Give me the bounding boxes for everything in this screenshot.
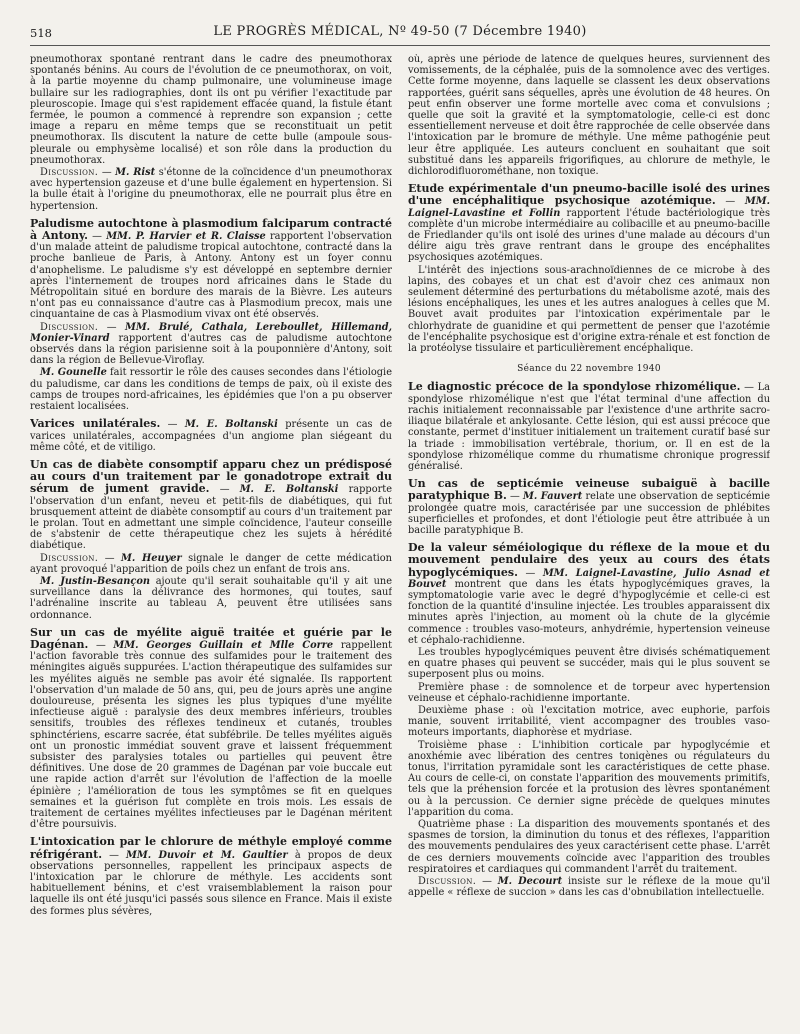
article-lead: Etude expérimentale d'un pneumo-bacille isolé des urines d'une encéphalitique psychosique azotémique. — MM. Laignel-Lavastine et Follin rapportent l'étude bactériologique très complète d'un microbe intermédiaire au colibacille et au pneumo-bacille de Friedlander qu'ils ont isolé des urines d'une malade au décours d'un délire aigu très grave rentrant dans le groupe des encéphalites psychosiques azotémiques. bbox=[408, 182, 770, 264]
author: M. Rist bbox=[115, 167, 156, 179]
author: M. E. Boltanski bbox=[239, 484, 339, 496]
article-varices bbox=[30, 418, 392, 453]
article-lead: Un cas de septicémie veineuse subaiguë à bacille paratyphique B. — M. Fauvert relate une observation de septicémie prolongée quatre mois, caractérisée par une succession de phlébites superficielles et profondes, et dont l'étiologie peut être attribuée à un bacille paratyphique B. bbox=[408, 477, 770, 536]
discussion-label: Discussion. bbox=[418, 876, 477, 888]
article-text: montrent que dans les états hypoglycémiques graves, la symptomatologie varie avec le degré d'hypoglycémie et celle-ci est fonction de la quantité d'insuline injectée. Les troubles apparaissent dix minutes après l'injection, au moment où la chute de la glycémie commence : troubles vaso-moteurs, anhydrémie, hypertension veineuse et céphalo-rachidienne. bbox=[408, 578, 770, 646]
paragraph: Première phase : de somnolence et de torpeur avec hypertension veineuse et céphalo-rachidienne importante. bbox=[408, 681, 770, 704]
article-text: rapportent l'observation d'un malade atteint de paludisme tropical autochtone, contracté dans la proche banlieue de Paris, à Antony. Antony est un foyer connu d'anophelisme. Le paludisme s'y est développé en septembre dernier après l'internement de troupes nord africaines dans le Stade du Métropolitain situé en bordure des marais de la Bièvre. Les auteurs n'ont pas eu connaissance d'autre cas à Plasmodium precox, mais une cinquantaine de cas à Plasmodium vivax ont été observés. bbox=[30, 231, 392, 321]
session-heading: Séance du 22 novembre 1940 bbox=[517, 364, 661, 375]
right-column bbox=[408, 54, 770, 1032]
discussion-label: Discussion. bbox=[40, 321, 99, 333]
article-reflexe-moue bbox=[408, 542, 770, 898]
article-diabete bbox=[30, 459, 392, 621]
article-title: Un cas de septicémie veineuse subaiguë à bacille paratyphique B. bbox=[408, 477, 770, 503]
article-text: rapporte l'observation d'un enfant, neveu et petit-fils de diabétiques, qui fut brusquement atteint de diabète consomptif au cours d'un traitement par le prolan. Tout en admettant une simple coïncidence, l'auteur conseille de s'abstenir de cette thérapeutique chez les sujets à hérédité diabétique. bbox=[30, 484, 392, 552]
article-myelite bbox=[30, 627, 392, 831]
article-spondylose bbox=[408, 381, 770, 472]
article-title: Paludisme autochtone à plasmodium falciparum contracté à Antony. bbox=[30, 216, 392, 243]
discussion-text: signale le danger de cette médication ayant provoqué l'apparition de poils chez un enfant de trois ans. bbox=[30, 552, 392, 575]
running-header bbox=[30, 20, 770, 46]
article-text: rappellent l'action favorable très connue des sulfamides pour le traitement des méningites aiguës suppurées. L'action thérapeutique des sulfamides sur les myélites aiguës ne semble pas avoir été signalée. Ils rapportent l'observation d'un malade de 50 ans, qui, peu de jours après une angine douloureuse, présenta les signes les plus typiques d'une myélite infectieuse aiguë : paralysie des deux membres inférieurs, troubles sensitifs, troubles des réflexes tendineux et cutanés, troubles sphinctériens, escarre sacrée, état subfébrile. De telles myélites aiguës ont un pronostic immédiat souvent grave et laissent fréquemment subsister des paralysies totales ou partielles qui peuvent être définitives. Une dose de 20 grammes de Dagénan par voie buccale eut une rapide action d'arrêt sur l'évolution de l'affection de la moelle épinière ; l'amélioration de tous les symptômes se fit en quelques semaines et la guérison fut complète en trois mois. Les essais de traitement de certaines myélites infectieuses par le Dagénan méritent d'être poursuivis. bbox=[30, 639, 392, 831]
discussion-paragraph: Discussion. — M. Heuyer signale le danger de cette médication ayant provoqué l'apparition de poils chez un enfant de trois ans. bbox=[30, 552, 392, 575]
discussion-label: Discussion. bbox=[40, 552, 99, 564]
journal-title: LE PROGRÈS MÉDICAL, Nº 49-50 (7 Décembre 1940) bbox=[213, 24, 587, 39]
discussion-text: s'étonne de la coïncidence d'un pneumothorax avec hypertension gazeuse et d'une bulle également en hypertension. Si la bulle était à l'origine du pneumothorax, elle ne pourrait plus être en hypertension. bbox=[30, 167, 392, 212]
paragraph-text: ajoute qu'il serait souhaitable qu'il y ait une surveillance dans la délivrance des hormones, qui toutes, sauf l'adrénaline inscrite au tableau A, peuvent être utilisées sans ordonnance. bbox=[30, 575, 392, 621]
article-title: Etude expérimentale d'un pneumo-bacille isolé des urines d'une encéphalitique psychosique azotémique. bbox=[408, 182, 770, 208]
discussion-paragraph: Discussion. — M. Rist s'étonne de la coïncidence d'un pneumothorax avec hypertension gazeuse et d'une bulle également en hypertension. Si la bulle était à l'origine du pneumothorax, elle ne pourrait plus être en hypertension. bbox=[30, 167, 392, 212]
article-lead: Varices unilatérales. — M. E. Boltanski présente un cas de varices unilatérales, accompagnées d'un angiome plan siégeant du même côté, et de vitiligo. bbox=[30, 417, 392, 453]
author: M. Decourt bbox=[497, 876, 563, 888]
article-title: Un cas de diabète consomptif apparu chez un prédisposé au cours d'un traitement par le gonadotrope extrait du sérum de jument gravide. bbox=[30, 457, 392, 496]
article-lead: Un cas de diabète consomptif apparu chez un prédisposé au cours d'un traitement par le gonadotrope extrait du sérum de jument gravide. — M. E. Boltanski rapporte l'observation d'un enfant, neveu et petit-fils de diabétiques, qui fut brusquement atteint de diabète consomptif au cours d'un traitement par le prolan. Tout en admettant une simple coïncidence, l'auteur conseille de s'abstenir de cette thérapeutique chez les sujets à hérédité diabétique. bbox=[30, 457, 392, 552]
authors: MM. Brulé, Cathala, Lereboullet, Hillemand, Monier-Vinard bbox=[30, 321, 392, 344]
article-text: rapportent l'étude bactériologique très complète d'un microbe intermédiaire au colibacille et au pneumo-bacille de Friedlander qu'ils ont isolé des urines d'une malade au décours d'un délire aigu très grave rentrant dans le groupe des encéphalites psychosiques azotémiques. bbox=[408, 207, 770, 264]
article-pneumothorax-continued bbox=[30, 54, 392, 212]
authors: MM. P. Harvier et R. Claisse bbox=[106, 231, 266, 243]
discussion-paragraph: Discussion. — M. Decourt insiste sur le réflexe de la moue qu'il appelle « réflexe de succion » dans les cas d'obnubilation intellectuelle. bbox=[408, 876, 770, 899]
article-septicemie bbox=[408, 478, 770, 536]
paragraph: Troisième phase : L'inhibition corticale par hypoglycémie et anoxhémie avec libération des centres toniqènes ou régulateurs du tonus, l'irritation pyramidale sont les caractéristiques de cette phase. Au cours de celle-ci, on constate l'apparition des mouvements primitifs, tels que la préhension forcée et la protusion des lèvres spontanément ou à la percussion. Ce dernier signe précède de quelques minutes l'apparition du coma. bbox=[408, 739, 770, 818]
article-lead: L'intoxication par le chlorure de méthyle employé comme réfrigérant. — MM. Duvoir et M. Gaultier à propos de deux observations personnelles, rappellent les principaux aspects de l'intoxication par le chlorure de méthyle. Les accidents sont habituellement bénins, et c'est vraisemblablement la raison pour laquelle ils ont été jusqu'ici passés sous silence en France. Mais il existe des formes plus sévères, bbox=[30, 835, 392, 917]
paragraph: pneumothorax spontané rentrant dans le cadre des pneumothorax spontanés bénins. Au cours de l'évolution de ce pneumothorax, on voit, à la partie moyenne du champ pulmonaire, une volumineuse image bullaire sur les radiographies, dont ils ont pu vérifier l'exactitude par pleuroscopie. Image qui s'est rapidement effacée quand, la fistule étant fermée, le poumon a commencé à reprendre son expansion ; cette image a reparu en même temps que se reconstituait un petit pneumothorax. Ils discutent la nature de cette bulle (ampoule sous-pleurale ou emphysème localisé) et son rôle dans la production du pneumothorax. bbox=[30, 54, 392, 166]
authors: MM. Georges Guillain et Mlle Corre bbox=[113, 639, 334, 651]
authors: MM. Duvoir et M. Gaultier bbox=[126, 849, 288, 861]
article-intoxication-continued bbox=[408, 54, 770, 177]
discussion-label: Discussion. bbox=[40, 167, 99, 179]
article-lead: Le diagnostic précoce de la spondylose rhizomélique. — La spondylose rhizomélique n'est que l'état terminal d'une affection du rachis initialement reconnaissable par l'existence d'une arthrite sacro-iliaque bilatérale et ankylosante. Cette lésion, qui est aussi précoce que constante, permet d'instituer initialement un traitement curatif basé sur la triade : immobilisation vertébrale, thorium, or. Il en est de la spondylose rhizomélique comme du rhumatisme chronique progressif généralisé. bbox=[408, 380, 770, 472]
author: M. Gounelle bbox=[40, 367, 107, 379]
discussion-text: insiste sur le réflexe de la moue qu'il appelle « réflexe de succion » dans les cas d'obnubilation intellectuelle. bbox=[408, 876, 770, 899]
author: M. Heuyer bbox=[120, 552, 182, 564]
article-lead: Sur un cas de myélite aiguë traitée et guérie par le Dagénan. — MM. Georges Guillain et Mlle Corre rappellent l'action favorable très connue des sulfamides pour le traitement des méningites aiguës suppurées. L'action thérapeutique des sulfamides sur les myélites aiguës ne semble pas avoir été signalée. Ils rapportent l'observation d'un malade de 50 ans, qui, peu de jours après une angine douloureuse, présenta les signes les plus typiques d'une myélite infectieuse aiguë : paralysie des deux membres inférieurs, troubles sensitifs, troubles des réflexes tendineux et cutanés, troubles sphinctériens, escarre sacrée, état subfébrile. De telles myélites aiguës ont un pronostic immédiat souvent grave et laissent fréquemment subsister des paralysies totales ou partielles qui peuvent être définitives. Une dose de 20 grammes de Dagénan par voie buccale eut une rapide action d'arrêt sur l'évolution de l'affection de la moelle épinière ; l'amélioration de tous les symptômes se fit en quelques semaines et la guérison fut complète en trois mois. Les essais de traitement de certaines myélites infectieuses par le Dagénan méritent d'être poursuivis. bbox=[30, 625, 392, 831]
article-intoxication bbox=[30, 836, 392, 916]
paragraph bbox=[30, 367, 392, 412]
article-paludisme bbox=[30, 218, 392, 412]
paragraph: Quatrième phase : La disparition des mouvements spontanés et des spasmes de torsion, la diminution du tonus et des réflexes, l'apparition des mouvements pendulaires des yeux caractérisent cette phase. L'arrêt de ces derniers mouvements coïncide avec l'apparition des troubles respiratoires et cardiaques qui commandent l'arrêt du traitement. bbox=[408, 819, 770, 875]
article-pneumo-bacille bbox=[408, 183, 770, 354]
paragraph bbox=[30, 576, 392, 621]
article-text: La spondylose rhizomélique n'est que l'état terminal d'une affection du rachis initialement reconnaissable par l'existence d'une arthrite sacro-iliaque bilatérale et ankylosante. Cette lésion, qui est aussi précoce que constante, permet d'instituer initialement un traitement curatif basé sur la triade : immobilisation vertébrale, thorium, or. Il en est de la spondylose rhizomélique comme du rhumatisme chronique progressif généralisé. bbox=[408, 382, 770, 472]
authors: MM. Laignel-Lavastine et Follin bbox=[408, 196, 770, 219]
paragraph: Les troubles hypoglycémiques peuvent être divisés schématiquement en quatre phases qui peuvent se succéder, mais qui le plus souvent se superposent plus ou moins. bbox=[408, 646, 770, 681]
paragraph: Deuxième phase : où l'excitation motrice, avec euphorie, parfois manie, souvent irritabilité, vient accompagner des troubles vaso-moteurs importants, diaphorèse et mydriase. bbox=[408, 704, 770, 739]
discussion-text: rapportent d'autres cas de paludisme autochtone observés dans la région parisienne soit à la pouponnière d'Antony, soit dans la région de Bellevue-Viroflay. bbox=[30, 332, 392, 367]
paragraph: où, après une période de latence de quelques heures, surviennent des vomissements, de la céphalée, puis de la somnolence avec des vertiges. Cette forme moyenne, dans laquelle se classent les deux observations rapportées, guérit sans séquelles, après une évolution de 48 heures. On peut enfin observer une forme mortelle avec coma et convulsions ; quelle que soit la gravité et la symptomatologie, celle-ci est donc essentiellement nerveuse et doit être rapprochée de celle observée dans l'intoxication par le bromure de méthyle. Une même pathogénie peut leur être appliquée. Les auteurs concluent en souhaitant que soit substitué dans les appareils frigorifiques, au chlorure de methyle, le dichlorodifluorométhane, non toxique. bbox=[408, 54, 770, 178]
article-text: présente un cas de varices unilatérales, accompagnées d'un angiome plan siégeant du même côté, et de vitiligo. bbox=[30, 419, 392, 453]
two-column-body bbox=[30, 54, 770, 1032]
paragraph: L'intérêt des injections sous-arachnoïdiennes de ce microbe à des lapins, des cobayes et un chat est d'avoir chez ces animaux non seulement déterminé des perturbations du métabolisme azoté, mais des lésions encéphaliques, les unes et les autres analogues à celles que M. Bouvet avait produites par l'intoxication expérimentale par le chlorhydrate de guanidine et qui permettent de penser que l'azotémie de l'encéphalite psychosique est d'origine extra-rénale et est fonction de la protéolyse tissulaire et particulièrement encéphalique. bbox=[408, 264, 770, 355]
article-title: De la valeur séméiologique du réflexe de la moue et du mouvement pendulaire des yeux au cours des états hypoglycémiques. bbox=[408, 541, 770, 579]
article-title: Le diagnostic précoce de la spondylose rhizomélique. bbox=[408, 380, 741, 394]
article-title: Sur un cas de myélite aiguë traitée et guérie par le Dagénan. bbox=[30, 625, 392, 651]
page-number: 518 bbox=[30, 26, 52, 40]
article-text: relate une observation de septicémie prolongée quatre mois, caractérisée par une succession de phlébites superficielles et profondes, et dont l'étiologie peut être attribuée à un bacille paratyphique B. bbox=[408, 491, 770, 536]
paragraph-text: fait ressortir le rôle des causes secondes dans l'étiologie du paludisme, car dans les conditions de temps de paix, où il existe des camps de troupes nord-africaines, les épidémies que l'on a pu observer restaient localisées. bbox=[30, 367, 392, 413]
article-text: à propos de deux observations personnelles, rappellent les principaux aspects de l'intoxication par le chlorure de méthyle. Les accidents sont habituellement bénins, et c'est vraisemblablement la raison pour laquelle ils ont été jusqu'ici passés sous silence en France. Mais il existe des formes plus sévères, bbox=[30, 849, 392, 917]
article-lead: De la valeur séméiologique du réflexe de la moue et du mouvement pendulaire des yeux au cours des états hypoglycémiques. — MM. Laignel-Lavastine, Julio Asnad et Bouvet montrent que dans les états hypoglycémiques graves, la symptomatologie varie avec le degré d'hypoglycémie et celle-ci est fonction de la quantité d'insuline injectée. Les troubles apparaissent dix minutes après l'injection, au moment où la chute de la glycémie commence : troubles vaso-moteurs, anhydrémie, hypertension veineuse et céphalo-rachidienne. bbox=[408, 541, 770, 646]
author: M. Fauvert bbox=[523, 491, 583, 503]
discussion-paragraph: Discussion. — MM. Brulé, Cathala, Lereboullet, Hillemand, Monier-Vinard rapportent d'autres cas de paludisme autochtone observés dans la région parisienne soit à la pouponnière d'Antony, soit dans la région de Bellevue-Viroflay. bbox=[30, 321, 392, 367]
author: M. E. Boltanski bbox=[184, 419, 278, 431]
article-lead: Paludisme autochtone à plasmodium falciparum contracté à Antony. — MM. P. Harvier et R. Claisse rapportent l'observation d'un malade atteint de paludisme tropical autochtone, contracté dans la proche banlieue de Paris, à Antony. Antony est un foyer connu d'anophelisme. Le paludisme s'y est développé en septembre dernier après l'internement de troupes nord africaines dans le Stade du Métropolitain situé en bordure des marais de la Bièvre. Les auteurs n'ont pas eu connaissance d'autre cas à Plasmodium precox, mais une cinquantaine de cas à Plasmodium vivax ont été observés. bbox=[30, 216, 392, 321]
authors: MM. Laignel-Lavastine, Julio Asnad et Bouvet bbox=[408, 567, 770, 590]
author: M. Justin-Besançon bbox=[40, 575, 151, 587]
article-title: L'intoxication par le chlorure de méthyle employé comme réfrigérant. bbox=[30, 835, 392, 861]
left-column bbox=[30, 54, 392, 1032]
article-title: Varices unilatérales. bbox=[30, 417, 161, 431]
